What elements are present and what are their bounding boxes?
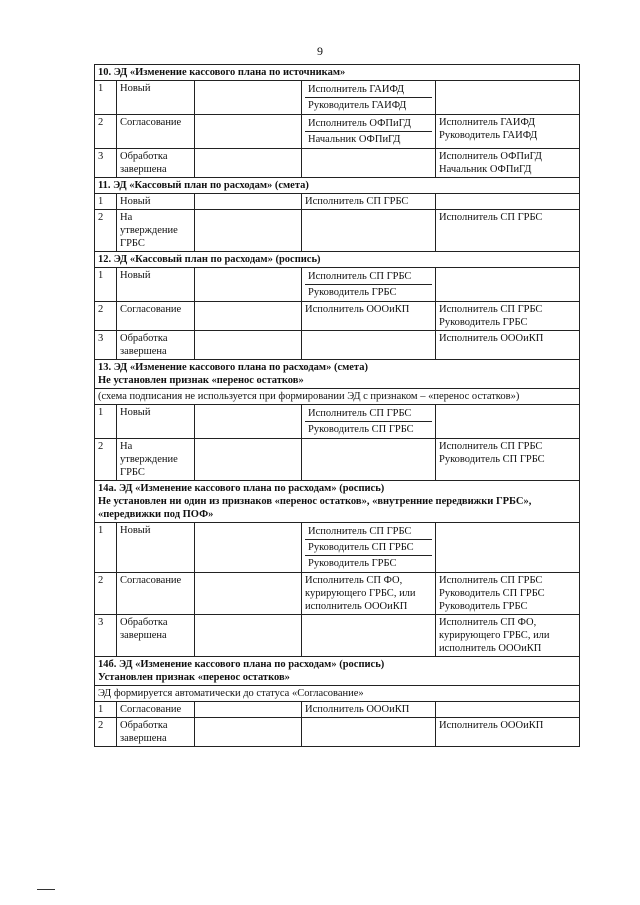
signer-entry: Исполнитель ОООиКП (305, 704, 410, 715)
section-note-row (95, 686, 580, 702)
signer-entry: Исполнитель СП ГРБС (305, 406, 432, 422)
previous-signer-entry: Исполнитель СП ГРБС (439, 304, 543, 315)
previous-signer-entry: Исполнитель СП ГРБС (439, 212, 543, 223)
section-heading-line: 10. ЭД «Изменение кассового плана по источникам» (98, 67, 346, 78)
signers-cell (302, 149, 436, 178)
previous-signers-cell (436, 81, 580, 115)
status-name: Согласование (117, 573, 195, 615)
status-number: 1 (95, 268, 117, 302)
status-name: Новый (117, 81, 195, 115)
previous-signers-cell (436, 194, 580, 210)
status-number: 2 (95, 302, 117, 331)
previous-signer-entry: Исполнитель ГАИФД (439, 117, 535, 128)
previous-signer-entry: Руководитель ГРБС (439, 601, 528, 612)
empty-cell (195, 268, 302, 302)
status-number: 3 (95, 615, 117, 657)
previous-signers-cell (436, 268, 580, 302)
status-name: Согласование (117, 115, 195, 149)
previous-signers-cell (436, 115, 580, 149)
section-heading-line: 12. ЭД «Кассовый план по расходам» (роспись) (98, 254, 321, 265)
status-number: 1 (95, 702, 117, 718)
status-name: Обработка завершена (117, 718, 195, 747)
footer-rule (37, 889, 55, 890)
previous-signers-cell (436, 573, 580, 615)
previous-signers-cell (436, 702, 580, 718)
section-heading (95, 178, 580, 194)
status-number: 3 (95, 149, 117, 178)
status-row (95, 81, 580, 115)
status-number: 3 (95, 331, 117, 360)
signers-cell (302, 702, 436, 718)
previous-signer-entry: Исполнитель ОООиКП (439, 333, 544, 344)
signer-entry: Исполнитель СП ФО, курирующего ГРБС, или исполнитель ОООиКП (305, 575, 416, 612)
section-heading (95, 481, 580, 523)
empty-cell (195, 718, 302, 747)
status-name: На утверждение ГРБС (117, 210, 195, 252)
status-row (95, 615, 580, 657)
status-row (95, 702, 580, 718)
empty-cell (195, 573, 302, 615)
empty-cell (195, 439, 302, 481)
signer-entry: Руководитель ГАИФД (308, 100, 407, 111)
status-number: 1 (95, 523, 117, 573)
previous-signer-entry: Исполнитель СП ГРБС (439, 441, 543, 452)
section-header-row (95, 65, 580, 81)
previous-signers-cell (436, 302, 580, 331)
empty-cell (195, 194, 302, 210)
status-row (95, 718, 580, 747)
status-name: Согласование (117, 702, 195, 718)
section-heading-line: 11. ЭД «Кассовый план по расходам» (смета) (98, 180, 309, 191)
status-row (95, 115, 580, 149)
status-row (95, 149, 580, 178)
status-number: 2 (95, 439, 117, 481)
signers-cell (302, 718, 436, 747)
status-row (95, 405, 580, 439)
section-note-row (95, 389, 580, 405)
signers-cell (302, 405, 436, 439)
status-name: Новый (117, 268, 195, 302)
section-note: (схема подписания не используется при формировании ЭД с признаком – «перенос остатков») (95, 389, 580, 405)
signer-entry: Руководитель СП ГРБС (308, 424, 414, 435)
signer-entry: Исполнитель СП ГРБС (305, 269, 432, 285)
signing-schemes-table (94, 64, 580, 747)
status-name: Обработка завершена (117, 615, 195, 657)
section-heading (95, 252, 580, 268)
status-name: Новый (117, 523, 195, 573)
status-number: 2 (95, 115, 117, 149)
status-name: Обработка завершена (117, 331, 195, 360)
signer-entry: Начальник ОФПиГД (308, 134, 401, 145)
previous-signers-cell (436, 149, 580, 178)
status-row (95, 523, 580, 573)
signers-cell (302, 302, 436, 331)
signers-cell (302, 194, 436, 210)
section-header-row (95, 252, 580, 268)
status-row (95, 268, 580, 302)
signer-entry: Исполнитель СП ГРБС (305, 196, 409, 207)
previous-signer-entry: Исполнитель ОФПиГД (439, 151, 542, 162)
signer-entry: Руководитель ГРБС (308, 558, 397, 569)
signers-cell (302, 81, 436, 115)
empty-cell (195, 210, 302, 252)
signer-entry: Исполнитель ОООиКП (305, 304, 410, 315)
empty-cell (195, 523, 302, 573)
section-header-row (95, 178, 580, 194)
signer-entry: Руководитель ГРБС (308, 287, 397, 298)
section-header-row (95, 360, 580, 389)
status-row (95, 194, 580, 210)
signers-cell (302, 115, 436, 149)
section-heading-line: Не установлен ни один из признаков «перенос остатков», «внутренние передвижки ГРБС», «передвижки под ПОФ» (98, 496, 532, 520)
status-name: На утверждение ГРБС (117, 439, 195, 481)
section-heading-line: 14б. ЭД «Изменение кассового плана по расходам» (роспись) (98, 659, 385, 670)
signer-entry: Исполнитель СП ГРБС (305, 524, 432, 540)
status-number: 1 (95, 194, 117, 210)
status-row (95, 210, 580, 252)
previous-signers-cell (436, 718, 580, 747)
signer-entry: Исполнитель ГАИФД (305, 82, 432, 98)
previous-signer-entry: Руководитель ГАИФД (439, 130, 538, 141)
empty-cell (195, 81, 302, 115)
signers-cell (302, 439, 436, 481)
status-number: 2 (95, 210, 117, 252)
signer-entry: Руководитель СП ГРБС (305, 540, 432, 556)
signers-cell (302, 615, 436, 657)
signers-cell (302, 573, 436, 615)
status-number: 2 (95, 718, 117, 747)
empty-cell (195, 302, 302, 331)
section-note: ЭД формируется автоматически до статуса «Согласование» (95, 686, 580, 702)
signers-cell (302, 210, 436, 252)
previous-signer-entry: Исполнитель СП ФО, курирующего ГРБС, или исполнитель ОООиКП (439, 617, 550, 654)
status-number: 1 (95, 81, 117, 115)
signers-cell (302, 268, 436, 302)
previous-signers-cell (436, 210, 580, 252)
status-row (95, 302, 580, 331)
status-number: 1 (95, 405, 117, 439)
previous-signer-entry: Руководитель СП ГРБС (439, 588, 545, 599)
empty-cell (195, 405, 302, 439)
previous-signers-cell (436, 405, 580, 439)
previous-signer-entry: Исполнитель СП ГРБС (439, 575, 543, 586)
status-name: Обработка завершена (117, 149, 195, 178)
previous-signers-cell (436, 615, 580, 657)
empty-cell (195, 615, 302, 657)
previous-signer-entry: Начальник ОФПиГД (439, 164, 532, 175)
section-heading-line: Не установлен признак «перенос остатков» (98, 375, 304, 386)
status-name: Новый (117, 194, 195, 210)
section-heading (95, 360, 580, 389)
empty-cell (195, 702, 302, 718)
previous-signer-entry: Исполнитель ОООиКП (439, 720, 544, 731)
empty-cell (195, 115, 302, 149)
section-header-row (95, 657, 580, 686)
signers-cell (302, 331, 436, 360)
previous-signer-entry: Руководитель СП ГРБС (439, 454, 545, 465)
section-heading (95, 657, 580, 686)
status-row (95, 439, 580, 481)
signer-entry: Исполнитель ОФПиГД (305, 116, 432, 132)
page-number: 9 (317, 44, 323, 58)
section-heading-line: 13. ЭД «Изменение кассового плана по расходам» (смета) (98, 362, 368, 373)
previous-signer-entry: Руководитель ГРБС (439, 317, 528, 328)
status-row (95, 573, 580, 615)
section-heading-line: 14а. ЭД «Изменение кассового плана по расходам» (роспись) (98, 483, 385, 494)
previous-signers-cell (436, 331, 580, 360)
empty-cell (195, 331, 302, 360)
status-name: Согласование (117, 302, 195, 331)
signers-cell (302, 523, 436, 573)
status-name: Новый (117, 405, 195, 439)
section-heading (95, 65, 580, 81)
previous-signers-cell (436, 523, 580, 573)
status-row (95, 331, 580, 360)
section-heading-line: Установлен признак «перенос остатков» (98, 672, 290, 683)
status-number: 2 (95, 573, 117, 615)
empty-cell (195, 149, 302, 178)
section-header-row (95, 481, 580, 523)
previous-signers-cell (436, 439, 580, 481)
